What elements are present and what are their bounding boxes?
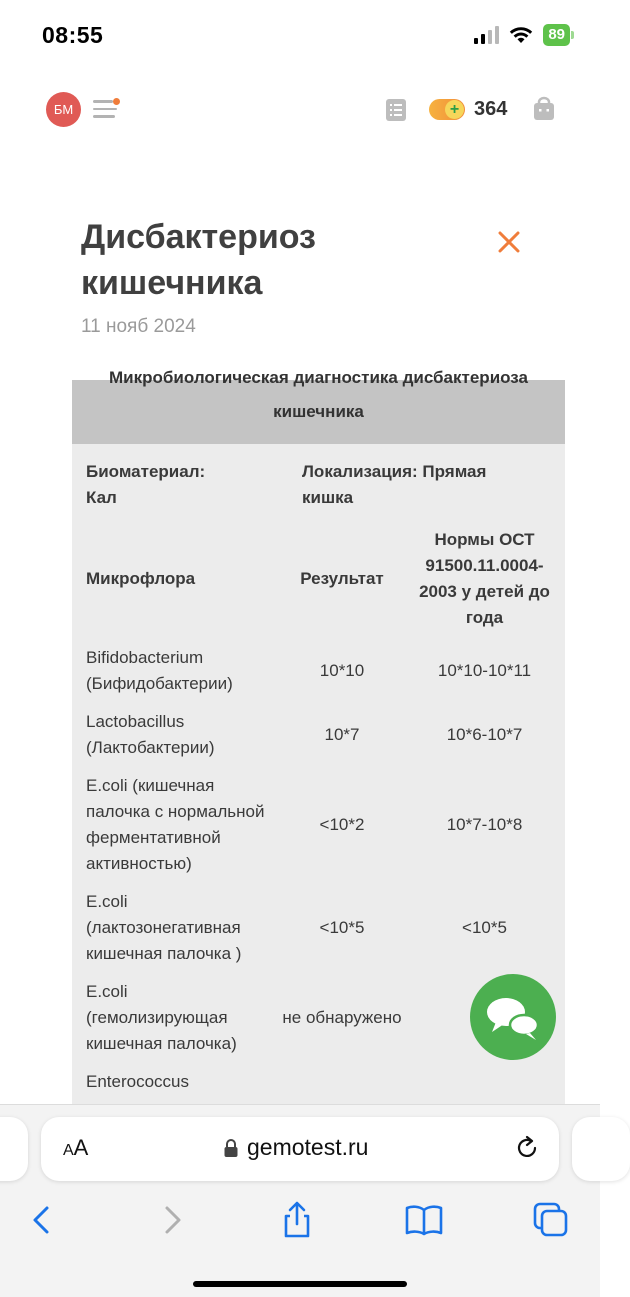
localization-label: Локализация: Прямая кишка — [302, 462, 487, 507]
status-bar — [0, 0, 600, 70]
page-title: Дисбактериоз кишечника — [81, 218, 316, 302]
forward-icon[interactable] — [152, 1200, 192, 1240]
close-icon[interactable] — [496, 229, 522, 255]
column-header-result: Результат — [300, 569, 384, 588]
status-time: 08:55 — [42, 22, 104, 48]
norm-value — [412, 1063, 565, 1101]
article-date: 11 нояб 2024 — [81, 316, 196, 337]
url-text: gemotest.ru — [247, 1134, 369, 1160]
column-header-microflora: Микрофлора — [86, 569, 196, 588]
microflora-name: Enterococcus — [86, 1072, 189, 1091]
lock-icon — [223, 1138, 239, 1158]
microflora-name: E.coli (лактозонегативная кишечная палочка ) — [86, 892, 242, 963]
text-size-button[interactable]: AA — [63, 1135, 89, 1160]
share-icon[interactable] — [277, 1200, 317, 1240]
previous-tab-preview[interactable] — [0, 1117, 28, 1181]
microflora-name: Bifidobacterium (Бифидобактерии) — [86, 648, 233, 693]
sample-info-row — [72, 444, 565, 519]
bonus-count: 364 — [474, 98, 508, 120]
result-value — [272, 1063, 412, 1101]
bonus-toggle[interactable] — [429, 99, 465, 120]
user-avatar[interactable]: БМ — [46, 92, 81, 127]
norm-value: <10*5 — [462, 918, 507, 937]
norm-value: 10*10-10*11 — [437, 661, 532, 680]
biomaterial-label: Биоматериал: Кал — [86, 462, 206, 507]
table-row — [72, 639, 565, 703]
document-list-icon[interactable] — [384, 98, 408, 122]
result-value: 10*10 — [319, 661, 365, 680]
table-title-line1: Микробиологическая диагностика дисбактериоза — [109, 368, 528, 387]
browser-toolbar — [0, 1104, 600, 1297]
bookmarks-icon[interactable] — [404, 1200, 444, 1240]
chat-bubbles-icon — [470, 974, 556, 1060]
table-row — [72, 1063, 565, 1101]
back-icon[interactable] — [22, 1200, 62, 1240]
cellular-signal-icon — [474, 26, 499, 44]
result-value: не обнаружено — [282, 1008, 402, 1027]
home-indicator[interactable] — [193, 1281, 407, 1287]
table-title-line2: кишечника — [273, 402, 364, 421]
result-value: 10*7 — [324, 725, 360, 744]
battery-level: 89 — [543, 24, 570, 46]
wifi-icon — [509, 26, 533, 44]
table-header-row — [72, 519, 565, 639]
microflora-name: E.coli (кишечная палочка с нормальной ферментативной активностью) — [86, 776, 265, 873]
norm-value: 10*6-10*7 — [446, 725, 523, 744]
plus-coin-icon: + — [445, 100, 464, 119]
microflora-name: E.coli (гемолизирующая кишечная палочка) — [86, 982, 237, 1053]
table-title — [72, 368, 565, 444]
tabs-icon[interactable] — [531, 1200, 571, 1240]
microflora-name: Lactobacillus (Лактобактерии) — [86, 712, 215, 757]
column-header-norm: Нормы ОСТ 91500.11.0004-2003 у детей до года — [419, 530, 550, 627]
status-icons — [474, 24, 574, 46]
battery-indicator — [543, 24, 574, 46]
browser-nav-row — [0, 1200, 600, 1240]
reload-icon[interactable] — [513, 1134, 541, 1162]
norm-value: 10*7-10*8 — [446, 815, 523, 834]
table-row — [72, 883, 565, 973]
app-header — [0, 88, 600, 132]
cart-icon[interactable] — [533, 97, 555, 121]
notification-dot — [113, 98, 120, 105]
result-value: <10*5 — [319, 918, 365, 937]
result-value: <10*2 — [319, 815, 365, 834]
address-bar[interactable] — [41, 1117, 559, 1181]
next-tab-preview[interactable] — [572, 1117, 630, 1181]
chat-button[interactable] — [470, 974, 556, 1060]
table-row — [72, 703, 565, 767]
table-row — [72, 767, 565, 883]
